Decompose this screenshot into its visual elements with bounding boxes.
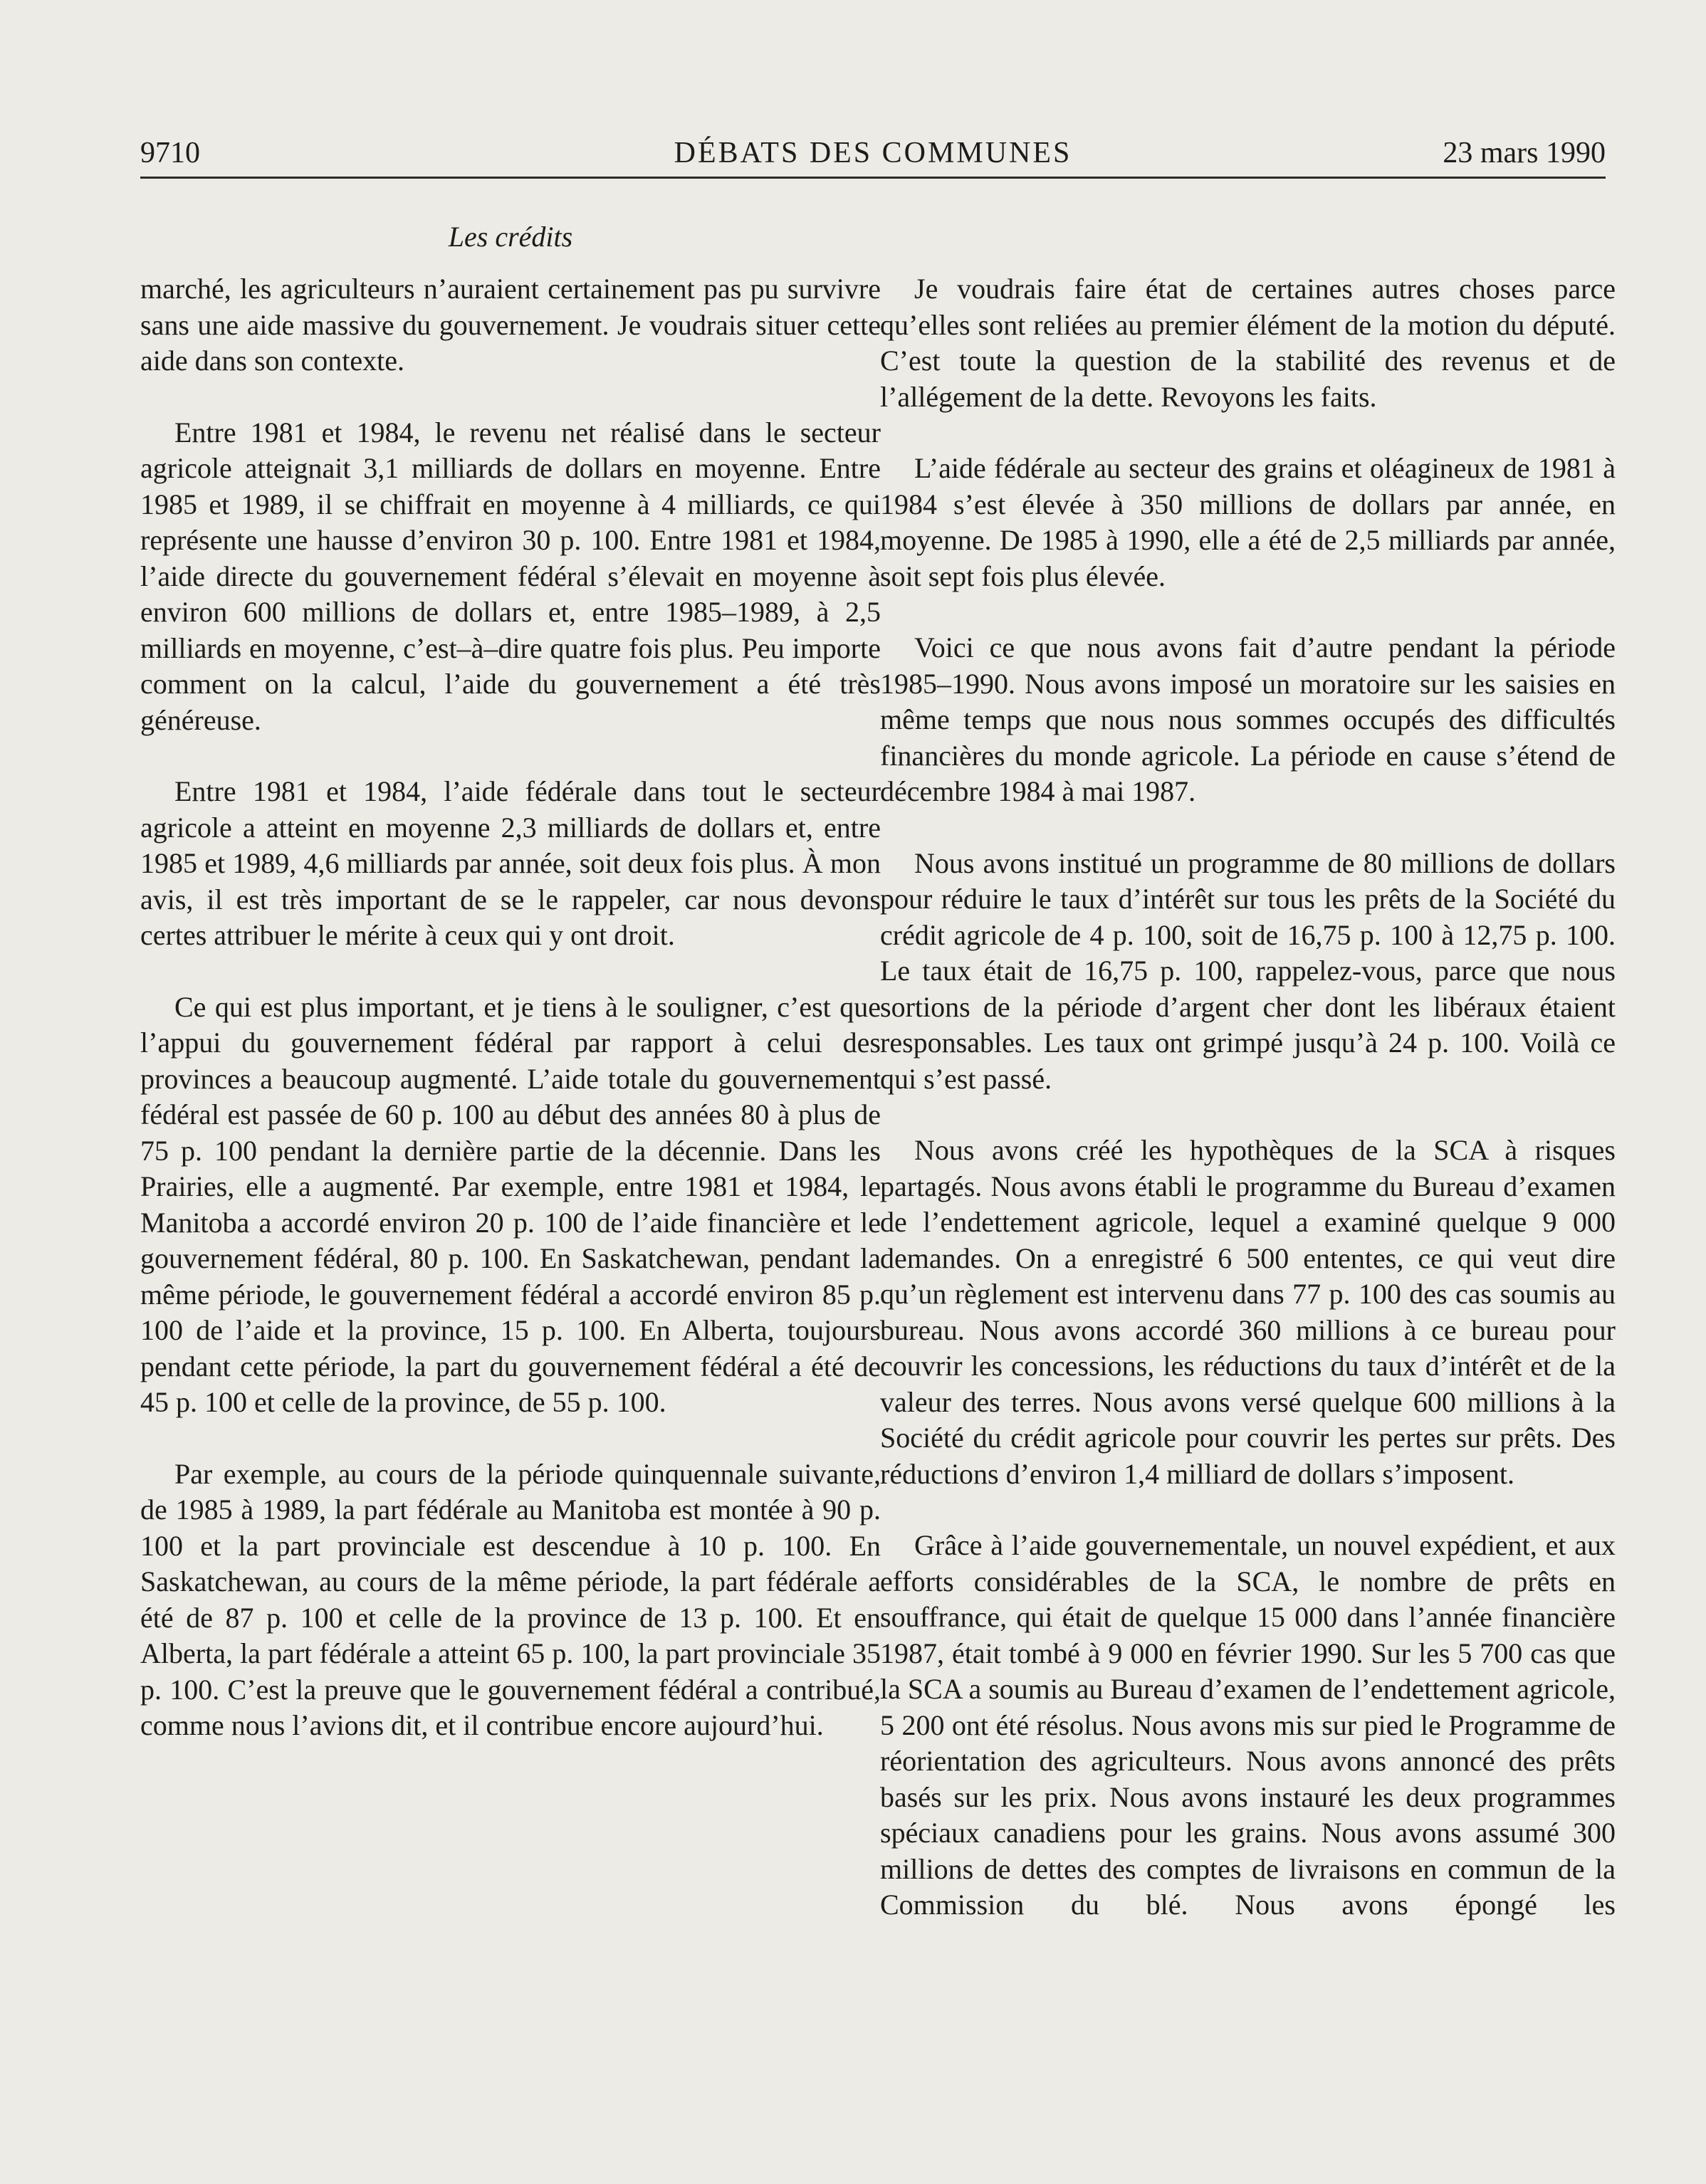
paragraph: L’aide fédérale au secteur des grains et oléagineux de 1981 à 1984 s’est élevée à 350 millions de dollars par année, en moyenne. De 1985 à 1990, elle a été de 2,5 milliards par année, soit sept fois plus élevée.: [880, 452, 1616, 592]
paragraph: Nous avons institué un programme de 80 millions de dollars pour réduire le taux d’intérêt sur tous les prêts de la Société du crédit agricole de 4 p. 100, soit de 16,75 p. 100 à 12,75 p. 100. Le taux était de 16,75 p. 100, rappelez-vous, parce que nous sortions de la période d’argent cher dont les libéraux étaient responsables. Les taux ont grimpé jusqu’à 24 p. 100. Voilà ce qui s’est passé.: [880, 846, 1616, 1095]
page-header: [140, 135, 1606, 179]
paragraph: marché, les agriculteurs n’auraient certainement pas pu survivre sans une aide massive du gouvernement. Je voudrais situer cette aide dans son contexte.: [140, 273, 881, 377]
paragraph: Entre 1981 et 1984, l’aide fédérale dans tout le secteur agricole a atteint en moyenne 2,3 milliards de dollars et, entre 1985 et 1989, 4,6 milliards par année, soit deux fois plus. À mon avis, il est très important de se le rappeler, car nous devons certes attribuer le mérite à ceux qui y ont droit.: [140, 775, 881, 951]
paragraph: Nous avons créé les hypothèques de la SCA à risques partagés. Nous avons établi le programme du Bureau d’examen de l’endettement agricole, lequel a examiné quelque 9 000 demandes. On a enregistré 6 500 ententes, ce qui veut dire qu’un règlement est intervenu dans 77 p. 100 des cas soumis au bureau. Nous avons accordé 360 millions à ce bureau pour couvrir les concessions, les réductions du taux d’intérêt et de la valeur des terres. Nous avons versé quelque 600 millions à la Société du crédit agricole pour couvrir les pertes sur prêts. Des réductions d’environ 1,4 milliard de dollars s’imposent.: [880, 1134, 1616, 1490]
section-title: Les crédits: [448, 221, 573, 253]
right-column: [880, 271, 1616, 1923]
paragraph: Par exemple, au cours de la période quinquennale suivante, de 1985 à 1989, la part fédérale au Manitoba est montée à 90 p. 100 et la part provinciale est descendue à 10 p. 100. En Saskatchewan, au cours de la même période, la part fédérale a été de 87 p. 100 et celle de la province de 13 p. 100. Et en Alberta, la part fédérale a atteint 65 p. 100, la part provinciale 35 p. 100. C’est la preuve que le gouvernement fédéral a contribué, comme nous l’avions dit, et il contribue encore aujourd’hui.: [140, 1457, 881, 1741]
paragraph: Voici ce que nous avons fait d’autre pendant la période 1985–1990. Nous avons imposé un moratoire sur les saisies en même temps que nous nous sommes occupés des difficultés financières du monde agricole. La période en cause s’étend de décembre 1984 à mai 1987.: [880, 631, 1616, 807]
left-column: [140, 271, 881, 1780]
publication-date: 23 mars 1990: [1443, 137, 1606, 169]
publication-title: DÉBATS DES COMMUNES: [674, 137, 1072, 169]
paragraph: Entre 1981 et 1984, le revenu net réalisé dans le secteur agricole atteignait 3,1 milliards de dollars en moyenne. Entre 1985 et 1989, il se chiffrait en moyenne à 4 milliards, ce qui représente une hausse d’environ 30 p. 100. Entre 1981 et 1984, l’aide directe du gouvernement fédéral s’élevait en moyenne à environ 600 millions de dollars et, entre 1985–1989, à 2,5 milliards en moyenne, c’est–à–dire quatre fois plus. Peu importe comment on la calcul, l’aide du gouvernement a été très généreuse.: [140, 416, 881, 736]
page-number: 9710: [140, 137, 200, 169]
paragraph: Je voudrais faire état de certaines autres choses parce qu’elles sont reliées au premier élément de la motion du député. C’est toute la question de la stabilité des revenus et de l’allégement de la dette. Revoyons les faits.: [880, 273, 1616, 413]
paragraph: Grâce à l’aide gouvernementale, un nouvel expédient, et aux efforts considérables de la SCA, le nombre de prêts en souffrance, qui était de quelque 15 000 dans l’année financière 1987, était tombé à 9 000 en février 1990. Sur les 5 700 cas que la SCA a soumis au Bureau d’examen de l’endettement agricole, 5 200 ont été résolus. Nous avons mis sur pied le Programme de réorientation des agriculteurs. Nous avons annoncé des prêts basés sur les prix. Nous avons instauré les deux programmes spéciaux canadiens pour les grains. Nous avons assumé 300 millions de dettes des comptes de livraisons en commun de la Commission du blé. Nous avons épongé les: [880, 1529, 1616, 1921]
paragraph: Ce qui est plus important, et je tiens à le souligner, c’est que l’appui du gouvernement fédéral par rapport à celui des provinces a beaucoup augmenté. L’aide totale du gouvernement fédéral est passée de 60 p. 100 au début des années 80 à plus de 75 p. 100 pendant la dernière partie de la décennie. Dans les Prairies, elle a augmenté. Par exemple, entre 1981 et 1984, le Manitoba a accordé environ 20 p. 100 de l’aide financière et le gouvernement fédéral, 80 p. 100. En Saskatchewan, pendant la même période, le gouvernement fédéral a accordé environ 85 p. 100 de l’aide et la province, 15 p. 100. En Alberta, toujours pendant cette période, la part du gouvernement fédéral a été de 45 p. 100 et celle de la province, de 55 p. 100.: [140, 990, 881, 1418]
header-rule: [140, 177, 1606, 179]
